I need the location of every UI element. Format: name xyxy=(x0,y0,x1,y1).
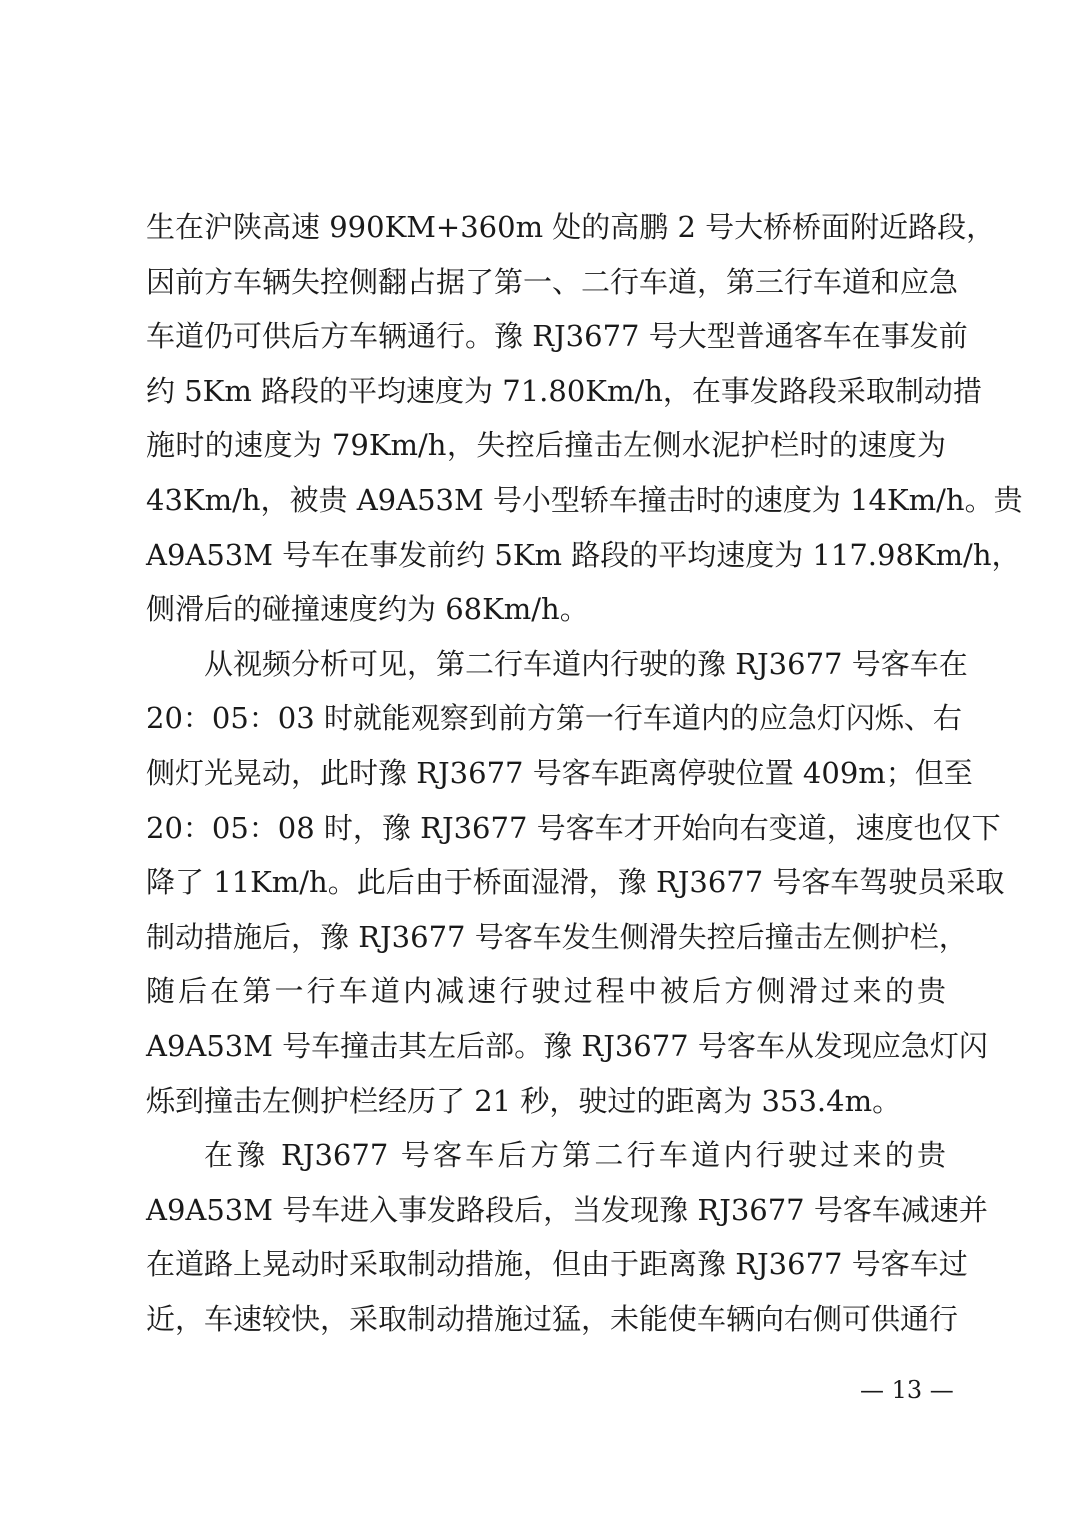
text-line: A9A53M 号车撞击其左后部。豫 RJ3677 号客车从发现应急灯闪 xyxy=(146,1028,988,1063)
text-line: 在道路上晃动时采取制动措施，但由于距离豫 RJ3677 号客车过 xyxy=(146,1247,968,1282)
text-line: 侧滑后的碰撞速度约为 68Km/h。 xyxy=(146,592,589,627)
text-line: 因前方车辆失控侧翻占据了第一、二行车道，第三行车道和应急 xyxy=(146,264,959,299)
text-line: 43Km/h，被贵 A9A53M 号小型轿车撞击时的速度为 14Km/h。贵 xyxy=(146,482,1023,517)
text-line: 20：05：03 时就能观察到前方第一行车道内的应急灯闪烁、右 xyxy=(146,701,962,736)
text-line: 车道仍可供后方车辆通行。豫 RJ3677 号大型普通客车在事发前 xyxy=(146,319,968,354)
text-line: A9A53M 号车在事发前约 5Km 路段的平均速度为 117.98Km/h， xyxy=(146,537,1021,572)
text-line: 20：05：08 时，豫 RJ3677 号客车才开始向右变道，速度也仅下 xyxy=(146,810,1001,845)
text-line: 约 5Km 路段的平均速度为 71.80Km/h，在事发路段采取制动措 xyxy=(146,373,982,408)
text-line: 施时的速度为 79Km/h，失控后撞击左侧水泥护栏时的速度为 xyxy=(146,428,946,463)
text-line: 制动措施后，豫 RJ3677 号客车发生侧滑失控后撞击左侧护栏， xyxy=(146,919,968,954)
text-line: 生在沪陕高速 990KM+360m 处的高鹏 2 号大桥桥面附近路段， xyxy=(146,210,996,244)
text-line: A9A53M 号车进入事发路段后，当发现豫 RJ3677 号客车减速并 xyxy=(146,1192,988,1227)
text-line: 烁到撞击左侧护栏经历了 21 秒，驶过的距离为 353.4m。 xyxy=(146,1083,902,1118)
text-line: 降了 11Km/h。此后由于桥面湿滑，豫 RJ3677 号客车驾驶员采取 xyxy=(146,865,1005,900)
page-number: — 13 — xyxy=(860,1376,954,1404)
text-line: 侧灯光晃动，此时豫 RJ3677 号客车距离停驶位置 409m；但至 xyxy=(146,755,973,790)
body-text xyxy=(146,200,1023,1346)
text-line: 随后在第一行车道内减速行驶过程中被后方侧滑过来的贵 xyxy=(146,974,946,1009)
text-line: 近，车速较快，采取制动措施过猛，未能使车辆向右侧可供通行 xyxy=(146,1301,959,1336)
paragraph-first-line: 在豫 RJ3677 号客车后方第二行车道内行驶过来的贵 xyxy=(204,1138,946,1173)
paragraph-first-line: 从视频分析可见，第二行车道内行驶的豫 RJ3677 号客车在 xyxy=(204,646,968,681)
